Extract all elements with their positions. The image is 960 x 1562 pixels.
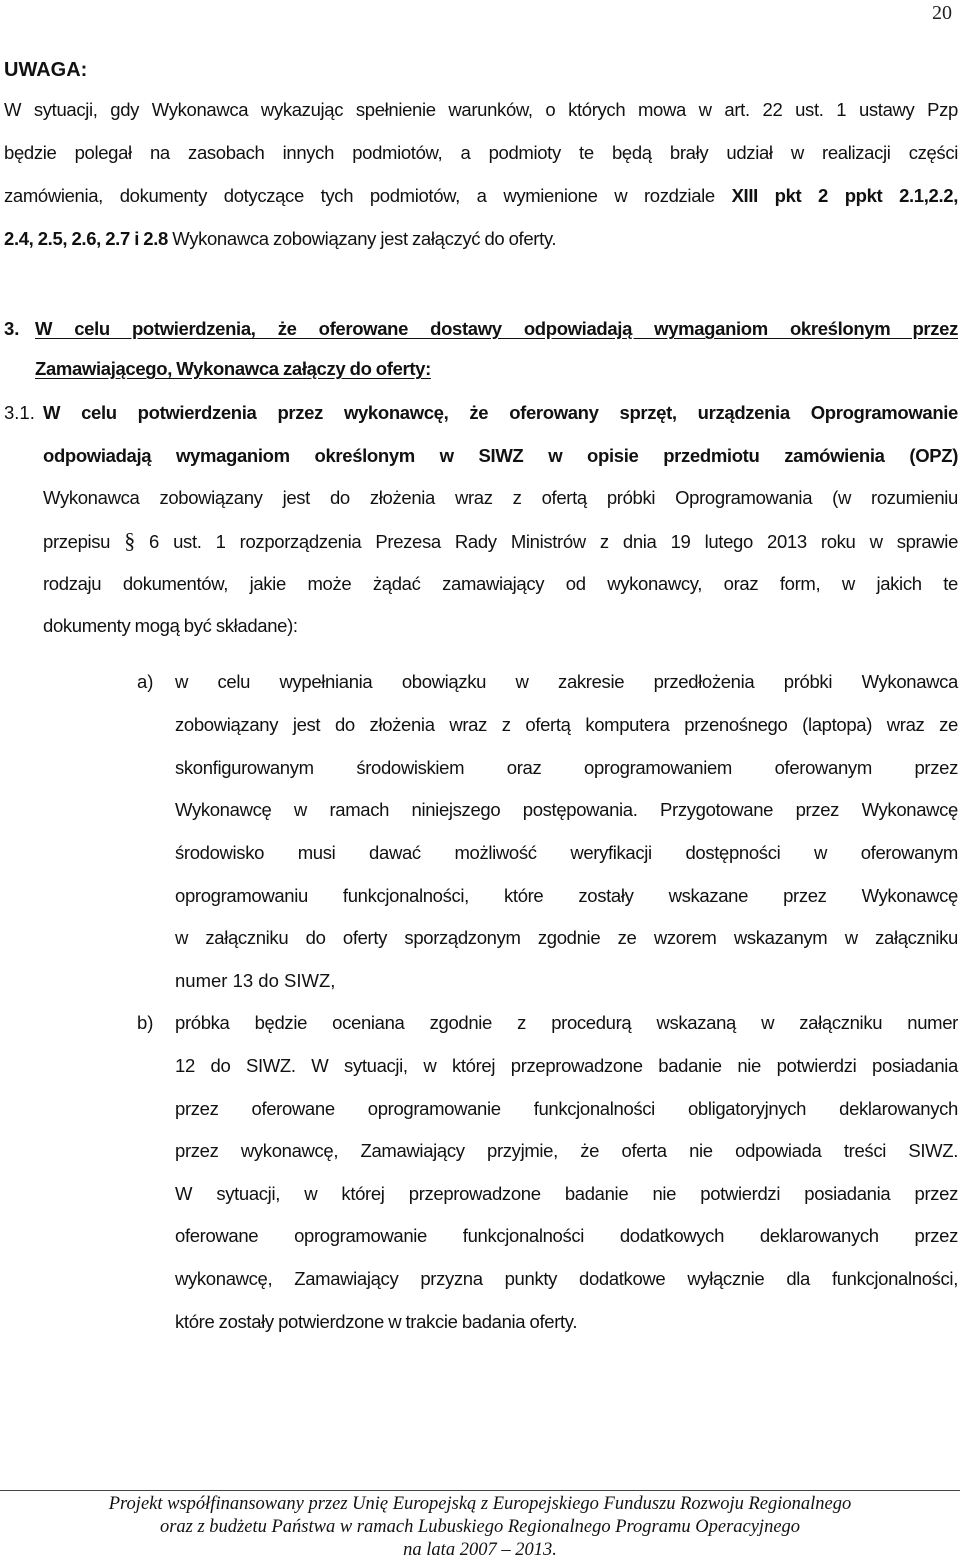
uwaga-line-4-bold: 2.4, 2.5, 2.6, 2.7 i 2.8 (4, 228, 168, 249)
section-3-heading-line-1: W celu potwierdzenia, że oferowane dostawy odpowiadają wymaganiom określonym przez (35, 318, 958, 339)
footer-line-2: oraz z budżetu Państwa w ramach Lubuskiego Regionalnego Programu Operacyjnego (159, 1517, 801, 1537)
item-a-line-8: numer 13 do SIWZ, (175, 970, 336, 991)
uwaga-line-3-bold: XIII pkt 2 ppkt 2.1,2.2, (731, 185, 958, 206)
item-b-line-6: oferowane oprogramowanie funkcjonalności dodatkowych deklarowanych przez (175, 1225, 958, 1246)
uwaga-line-4 (4, 227, 556, 251)
footer-rule (0, 1490, 960, 1491)
uwaga-line-3-text: zamówienia, dokumenty dotyczące tych podmiotów, a wymienione w rozdziale (4, 185, 715, 206)
item-b-line-3: przez oferowane oprogramowanie funkcjonalności obligatoryjnych deklarowanych (175, 1098, 958, 1119)
section-3-1-number: 3.1. (4, 402, 35, 423)
section-3-1-line-2: odpowiadają wymaganiom określonym w SIWZ w opisie przedmiotu zamówienia (OPZ) (43, 445, 958, 466)
section-3-1-line-4-rest: 6 ust. 1 rozporządzenia Prezesa Rady Ministrów z dnia 19 lutego 2013 roku w sprawie (149, 531, 959, 552)
uwaga-heading: UWAGA: (4, 59, 88, 81)
item-b-line-5: W sytuacji, w której przeprowadzone badanie nie potwierdzi posiadania przez (175, 1183, 958, 1204)
item-b-line-2: 12 do SIWZ. W sytuacji, w której przeprowadzone badanie nie potwierdzi posiadania (175, 1055, 958, 1076)
uwaga-line-4-text: Wykonawca zobowiązany jest załączyć do oferty. (172, 228, 557, 249)
section-3-1-line-4 (43, 529, 958, 554)
item-a-marker: a) (137, 671, 154, 692)
paragraph-sign: § (124, 528, 135, 553)
item-b-line-7: wykonawcę, Zamawiający przyzna punkty dodatkowe wyłącznie dla funkcjonalności, (175, 1268, 958, 1289)
section-3-1-line-6: dokumenty mogą być składane): (43, 615, 298, 636)
section-3-1-przepisu: przepisu (43, 531, 111, 552)
item-a-line-3: skonfigurowanym środowiskiem oraz oprogramowaniem oferowanym przez (175, 757, 958, 778)
section-3-heading-line-2: Zamawiającego, Wykonawca załączy do oferty: (35, 358, 431, 379)
item-a-line-7: w załączniku do oferty sporządzonym zgodnie ze wzorem wskazanym w załączniku (175, 927, 958, 948)
item-a-line-5: środowisko musi dawać możliwość weryfikacji dostępności w oferowanym (175, 842, 958, 863)
section-3-number: 3. (4, 318, 20, 339)
footer-line-3: na lata 2007 – 2013. (403, 1540, 557, 1560)
item-b-line-8: które zostały potwierdzone w trakcie badania oferty. (175, 1311, 578, 1332)
section-3-1-line-1: W celu potwierdzenia przez wykonawcę, że oferowany sprzęt, urządzenia Oprogramowanie (43, 402, 958, 423)
item-b-line-1: próbka będzie oceniana zgodnie z procedurą wskazaną w załączniku numer (175, 1012, 958, 1033)
item-a-line-4: Wykonawcę w ramach niniejszego postępowania. Przygotowane przez Wykonawcę (175, 799, 958, 820)
item-b-line-4: przez wykonawcę, Zamawiający przyjmie, że oferta nie odpowiada treści SIWZ. (175, 1140, 958, 1161)
item-a-line-6: oprogramowaniu funkcjonalności, które zostały wskazane przez Wykonawcę (175, 885, 958, 906)
item-b-marker: b) (137, 1012, 154, 1033)
footer-line-1: Projekt współfinansowany przez Unię Europejską z Europejskiego Funduszu Rozwoju Regionalnego (108, 1494, 852, 1514)
page-number: 20 (932, 2, 952, 24)
uwaga-line-1: W sytuacji, gdy Wykonawca wykazując spełnienie warunków, o których mowa w art. 22 ust. 1 ustawy Pzp (4, 99, 958, 120)
item-a-line-1: w celu wypełniania obowiązku w zakresie przedłożenia próbki Wykonawca (175, 671, 958, 692)
section-3-1-line-5: rodzaju dokumentów, jakie może żądać zamawiający od wykonawcy, oraz form, w jakich te (43, 573, 958, 594)
uwaga-line-3 (4, 184, 958, 208)
uwaga-line-2: będzie polegał na zasobach innych podmiotów, a podmioty te będą brały udział w realizacji części (4, 142, 958, 163)
section-3-1-line-3: Wykonawca zobowiązany jest do złożenia wraz z ofertą próbki Oprogramowania (w rozumieniu (43, 487, 958, 508)
item-a-line-2: zobowiązany jest do złożenia wraz z ofertą komputera przenośnego (laptopa) wraz ze (175, 714, 958, 735)
